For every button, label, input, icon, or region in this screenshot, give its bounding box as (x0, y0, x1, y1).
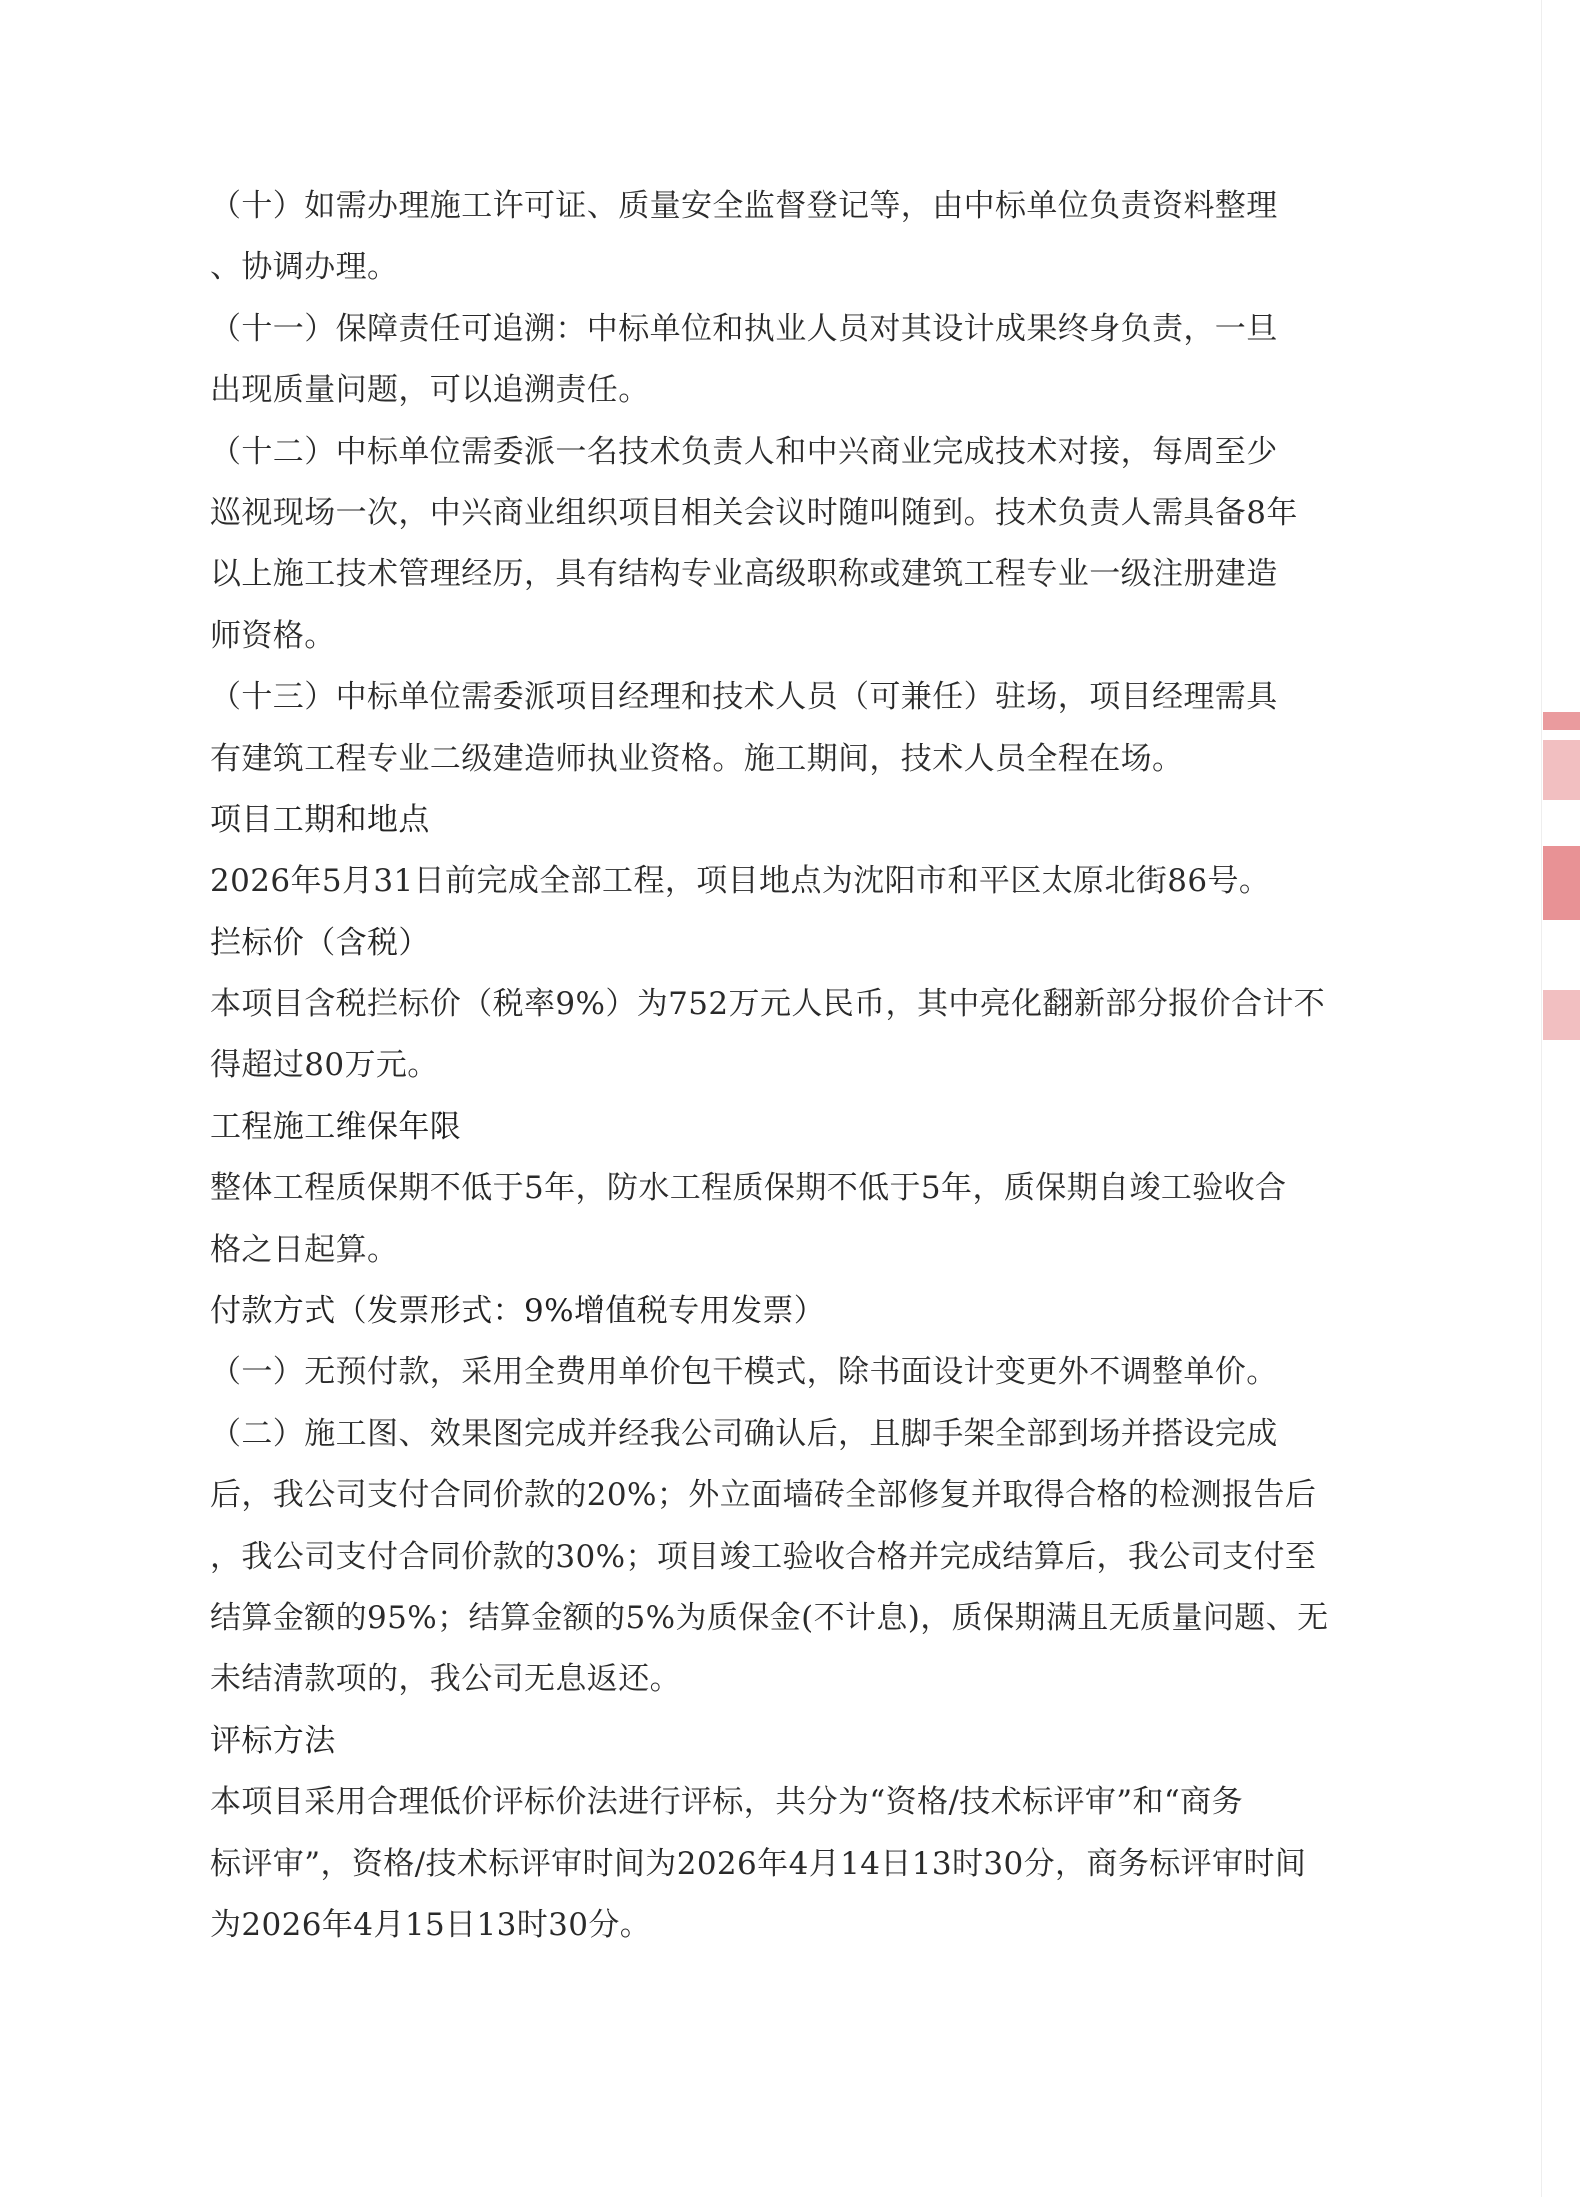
text-line: 出现质量问题，可以追溯责任。 (210, 372, 650, 409)
section-heading: 评标方法 (210, 1722, 336, 1759)
text-line: 标评审”，资格/技术标评审时间为2026年4月14日13时30分，商务标评审时间 (210, 1845, 1307, 1882)
section-heading: 拦标价（含税） (210, 924, 430, 961)
text-line: （一）无预付款，采用全费用单价包干模式，除书面设计变更外不调整单价。 (210, 1354, 1278, 1391)
text-line: ，我公司支付合同价款的30%；项目竣工验收合格并完成结算后，我公司支付至 (210, 1538, 1317, 1575)
text-line: 结算金额的95%；结算金额的5%为质保金(不计息)，质保期满且无质量问题、无 (210, 1599, 1329, 1636)
text-line: 整体工程质保期不低于5年，防水工程质保期不低于5年，质保期自竣工验收合 (210, 1170, 1287, 1207)
text-line: 巡视现场一次，中兴商业组织项目相关会议时随叫随到。技术负责人需具备8年 (210, 494, 1298, 531)
text-line: （二）施工图、效果图完成并经我公司确认后，且脚手架全部到场并搭设完成 (210, 1415, 1278, 1452)
text-line: 本项目含税拦标价（税率9%）为752万元人民币，其中亮化翻新部分报价合计不 (210, 986, 1326, 1023)
text-line: 本项目采用合理低价评标价法进行评标，共分为“资格/技术标评审”和“商务 (210, 1784, 1243, 1821)
text-line: （十一）保障责任可追溯：中标单位和执业人员对其设计成果终身负责，一旦 (210, 310, 1278, 347)
red-seal-fragment (1543, 990, 1580, 1040)
text-line: 为2026年4月15日13时30分。 (210, 1906, 652, 1943)
text-line: 以上施工技术管理经历，具有结构专业高级职称或建筑工程专业一级注册建造 (210, 556, 1278, 593)
section-heading: 项目工期和地点 (210, 801, 430, 838)
text-line: 2026年5月31日前完成全部工程，项目地点为沈阳市和平区太原北街86号。 (210, 863, 1271, 900)
text-line: （十）如需办理施工许可证、质量安全监督登记等，由中标单位负责资料整理 (210, 188, 1278, 224)
text-line: 后，我公司支付合同价款的20%；外立面墙砖全部修复并取得合格的检测报告后 (210, 1477, 1317, 1514)
text-line: （十二）中标单位需委派一名技术负责人和中兴商业完成技术对接，每周至少 (210, 433, 1278, 470)
document-body (210, 176, 1329, 1956)
text-line: 格之日起算。 (210, 1231, 399, 1268)
section-heading: 付款方式（发票形式：9%增值税专用发票） (210, 1293, 826, 1330)
text-line: 未结清款项的，我公司无息返还。 (210, 1661, 681, 1698)
text-line: 得超过80万元。 (210, 1047, 439, 1084)
section-heading: 工程施工维保年限 (210, 1108, 462, 1145)
text-line: 、协调办理。 (210, 249, 399, 286)
red-seal-fragment (1543, 712, 1580, 730)
red-seal-fragment (1543, 740, 1580, 800)
text-line: 有建筑工程专业二级建造师执业资格。施工期间，技术人员全程在场。 (210, 740, 1184, 777)
page-edge (1541, 0, 1542, 2197)
text-line: （十三）中标单位需委派项目经理和技术人员（可兼任）驻场，项目经理需具 (210, 679, 1278, 716)
red-seal-fragment (1543, 846, 1580, 920)
text-line: 师资格。 (210, 617, 336, 654)
